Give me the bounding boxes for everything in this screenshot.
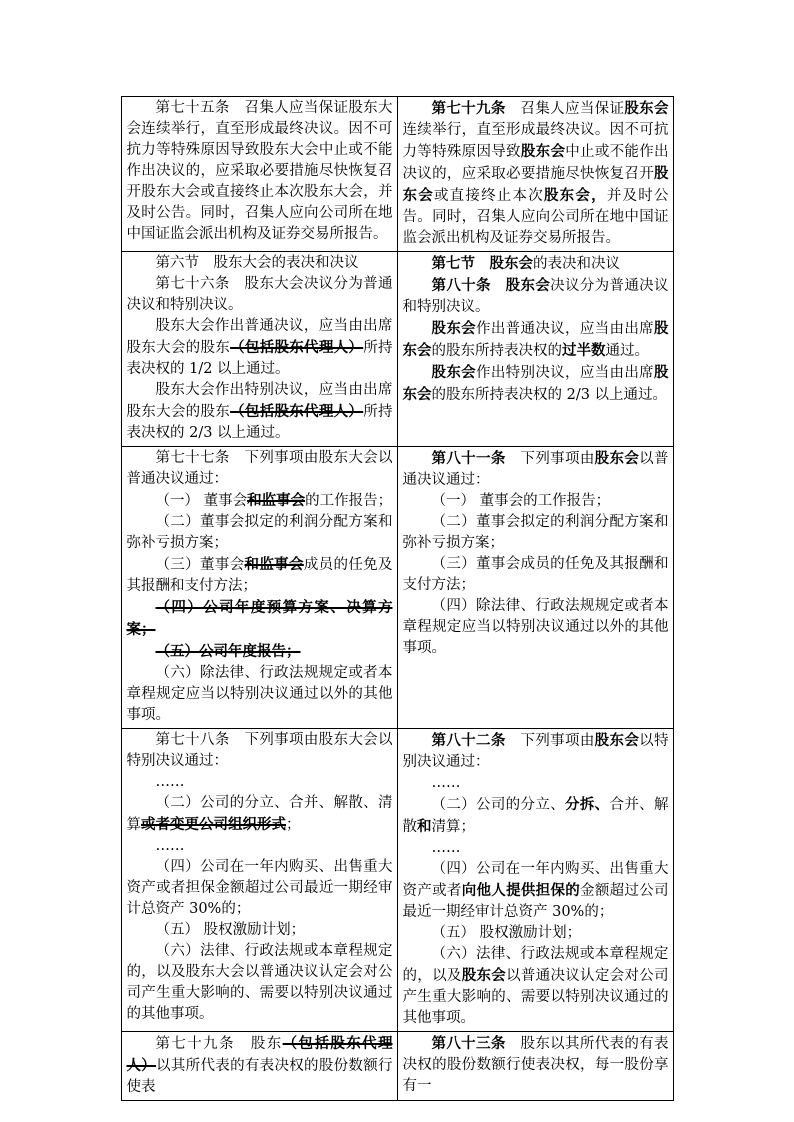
text-run: （二）董事会拟定的利润分配方案和弥补亏损方案； (126, 514, 393, 551)
emphasis-text: 第八十三条 (431, 1035, 521, 1052)
paragraph (127, 98, 393, 245)
emphasis-text: 分拆、 (565, 796, 610, 813)
text-run: 通过。 (605, 343, 649, 359)
paragraph (127, 253, 393, 274)
paragraph (127, 316, 393, 380)
text-run: （一） 董事会 (155, 493, 248, 509)
paragraph (403, 838, 669, 859)
paragraph (403, 596, 669, 659)
text-run: 第七十五条 召集人应当保证股东大会连续举行，直至形成最终决议。因不可抗力等特殊原因导致股东大会中止或不能作出决议的，应采取必要措施尽快恢复召开股东大会或直接终止本次股东大会，并及时公告。同时，召集人应向公司所在地中国证监会派出机构及证券交易所报告。 (126, 100, 393, 242)
table-row (121, 97, 673, 252)
emphasis-text: 和 (417, 818, 432, 835)
text-run: （四）除法律、行政法规规定或者本章程规定应当以特别决议通过以外的其他事项。 (402, 598, 669, 656)
text-run: ； (286, 817, 301, 833)
paragraph (403, 923, 669, 944)
text-run: （二）公司的分立、 (431, 797, 565, 813)
text-run: 作出普通决议，应当由出席 (476, 321, 654, 337)
table-row (121, 1032, 673, 1101)
deleted-text: 或者变更公司组织形式 (141, 816, 286, 833)
paragraph (403, 491, 669, 512)
text-run: …… (155, 774, 185, 790)
text-run: （二）董事会拟定的利润分配方案和弥补亏损方案； (402, 514, 669, 551)
text-run: （三）董事会 (155, 557, 245, 573)
paragraph (127, 380, 393, 444)
text-run: 以其所代表的有表决权的股份数额行使表 (126, 1058, 393, 1095)
text-run: （一） 董事会的工作报告； (431, 493, 611, 509)
text-run: 下列事项由 (520, 733, 595, 749)
text-run: （四）公司在一年内购买、出售重大资产或者担保金额超过公司最近一期经审计总资产 30%的； (126, 859, 393, 917)
paragraph (403, 253, 669, 275)
paragraph (127, 448, 393, 490)
paragraph (127, 512, 393, 554)
table-row (121, 447, 673, 729)
table-cell-old-version (121, 729, 397, 1032)
paragraph (403, 1033, 669, 1097)
emphasis-text: 第八十二条 (431, 732, 521, 749)
text-run: …… (431, 840, 461, 856)
text-run: 所持表决权的 2/3 以上通过。 (126, 404, 393, 441)
comparison-table (121, 96, 674, 1101)
paragraph (127, 490, 393, 512)
text-run: …… (155, 838, 185, 854)
text-run: 并及时公告。同时，召集人应向公司所在地中国证监会派出机构及证券交易所报告。 (402, 188, 669, 246)
paragraph (127, 274, 393, 316)
text-run: （五） 股权激励计划； (431, 925, 582, 941)
deleted-text: 和监事会 (244, 556, 304, 573)
paragraph (127, 597, 393, 641)
text-run: （六）法律、行政法规或本章程规定的，以及股东大会以普通决议认定会对公司产生重大影响的、需要以特别决议通过的其他事项。 (126, 943, 393, 1022)
table-cell-old-version (121, 1032, 397, 1101)
paragraph (403, 275, 669, 318)
paragraph (403, 773, 669, 794)
paragraph (127, 554, 393, 597)
emphasis-text: 股东会 (520, 143, 566, 160)
text-run: 金额超过公司最近一期经审计总资产 30%的； (402, 883, 669, 920)
emphasis-text: 股东会 (505, 277, 551, 294)
emphasis-text: 股东会 (461, 967, 507, 984)
text-run: 股东大会作出普通决议，应当由出席股东大会的股东 (126, 318, 393, 356)
text-run: （六）除法律、行政法规规定或者本章程规定应当以特别决议通过以外的其他事项。 (126, 665, 393, 723)
text-run: 召集人应当保证 (520, 101, 625, 117)
text-run: （六）法律、行政法规或本章程规定的，以及 (402, 946, 669, 984)
paragraph (127, 941, 393, 1025)
text-run: （五） 股权激励计划； (155, 922, 306, 938)
emphasis-text: 第八十一条 (431, 450, 521, 467)
text-run: 所持表决权的 1/2 以上通过。 (126, 340, 393, 377)
paragraph (127, 920, 393, 941)
deleted-text: 和监事会 (247, 492, 306, 509)
emphasis-text: 股东会 (594, 732, 640, 749)
deleted-text: （五）公司年度报告； (155, 643, 301, 660)
text-run: 第七十七条 下列事项由股东大会以普通决议通过： (126, 450, 393, 487)
text-run: 下列事项由 (520, 451, 595, 467)
paragraph (403, 512, 669, 554)
emphasis-text: 过半数 (562, 342, 606, 359)
text-run: 第六节 股东大会的表决和决议 (155, 255, 359, 271)
text-run: 以普通决议认定会对公司产生重大影响的、需要以特别决议通过的其他事项。 (402, 968, 669, 1026)
text-run: 成员的任免及其报酬和支付方法； (126, 557, 393, 594)
text-run: 的表决和决议 (533, 256, 620, 272)
text-run: …… (431, 775, 461, 791)
deleted-text: （包括股东代理人） (126, 1035, 393, 1074)
emphasis-text: 股东会， (543, 187, 607, 204)
paragraph (127, 772, 393, 793)
paragraph (127, 836, 393, 857)
text-run: 的股东所持表决权的 (431, 343, 562, 359)
deleted-text: （包括股东代理人） (230, 403, 364, 420)
emphasis-text: 股东会 (431, 364, 476, 381)
text-run: 第七十九条 股东 (155, 1036, 283, 1052)
paragraph (127, 663, 393, 726)
emphasis-text: 股东会 (594, 450, 640, 467)
emphasis-text: 第七节 (431, 255, 490, 272)
text-run: 合并、解散 (402, 797, 669, 835)
table-row (121, 252, 673, 447)
emphasis-text: 股东会 (402, 364, 669, 403)
emphasis-text: 向他人提供担保的 (461, 882, 581, 899)
deleted-text: （包括股东代理人） (230, 339, 364, 356)
table-row (121, 729, 673, 1032)
paragraph (127, 793, 393, 836)
table-cell-old-version (121, 447, 397, 729)
paragraph (403, 98, 669, 249)
table-cell-new-version (397, 1032, 673, 1101)
paragraph (403, 362, 669, 406)
table-cell-new-version (397, 252, 673, 447)
table-cell-new-version (397, 447, 673, 729)
text-run: 第七十六条 股东大会决议分为普通决议和特别决议。 (126, 276, 393, 313)
paragraph (127, 857, 393, 920)
paragraph (403, 554, 669, 596)
table-cell-old-version (121, 252, 397, 447)
text-run: 中止或不能作出决议的，应采取必要措施尽快恢复召开 (402, 144, 669, 182)
paragraph (127, 1033, 393, 1098)
text-run: 股东大会作出特别决议，应当由出席股东大会的股东 (126, 382, 393, 420)
paragraph (403, 318, 669, 362)
emphasis-text: 股东会 (489, 255, 533, 272)
paragraph (403, 944, 669, 1029)
table-cell-new-version (397, 97, 673, 252)
text-run: 第七十八条 下列事项由股东大会以特别决议通过： (126, 732, 393, 769)
emphasis-text: 股东会 (402, 320, 669, 359)
text-run: 连续举行，直至形成最终决议。因不可抗力等特殊原因导致 (402, 122, 669, 160)
table-cell-new-version (397, 729, 673, 1032)
emphasis-text: 第七十九条 (431, 100, 521, 117)
text-run: 股东以其所代表的有表决权的股份数额行使表决权，每一股份享有一 (402, 1036, 669, 1094)
comparison-table-body (121, 97, 673, 1101)
text-run: 或直接终止本次 (433, 188, 544, 204)
emphasis-text: 股东会 (431, 320, 476, 337)
text-run: 的工作报告； (305, 493, 393, 509)
text-run: （四）公司在一年内购买、出售重大资产或者 (402, 861, 669, 899)
text-run: 的股东所持表决权的 2/3 以上通过。 (431, 387, 668, 403)
paragraph (127, 641, 393, 663)
emphasis-text: 股东会 (402, 165, 669, 204)
text-run: 以特别决议通过： (402, 733, 669, 770)
paragraph (403, 730, 669, 773)
emphasis-text: 股东会 (624, 100, 669, 117)
text-run: 清算； (431, 819, 475, 835)
text-run: 以普通决议通过： (402, 451, 669, 488)
deleted-text: （四）公司年度预算方案、决算方案； (126, 599, 393, 638)
text-run: （二）公司的分立、合并、解散、清算 (126, 795, 393, 833)
text-run: 决议分为普通决议和特别决议。 (402, 278, 669, 315)
paragraph (403, 794, 669, 838)
paragraph (127, 730, 393, 772)
text-run: （三）董事会成员的任免及其报酬和支付方法； (402, 556, 669, 593)
emphasis-text: 第八十条 (431, 277, 506, 294)
paragraph (403, 859, 669, 923)
table-cell-old-version (121, 97, 397, 252)
paragraph (403, 448, 669, 491)
text-run: 作出特别决议，应当由出席 (476, 365, 654, 381)
